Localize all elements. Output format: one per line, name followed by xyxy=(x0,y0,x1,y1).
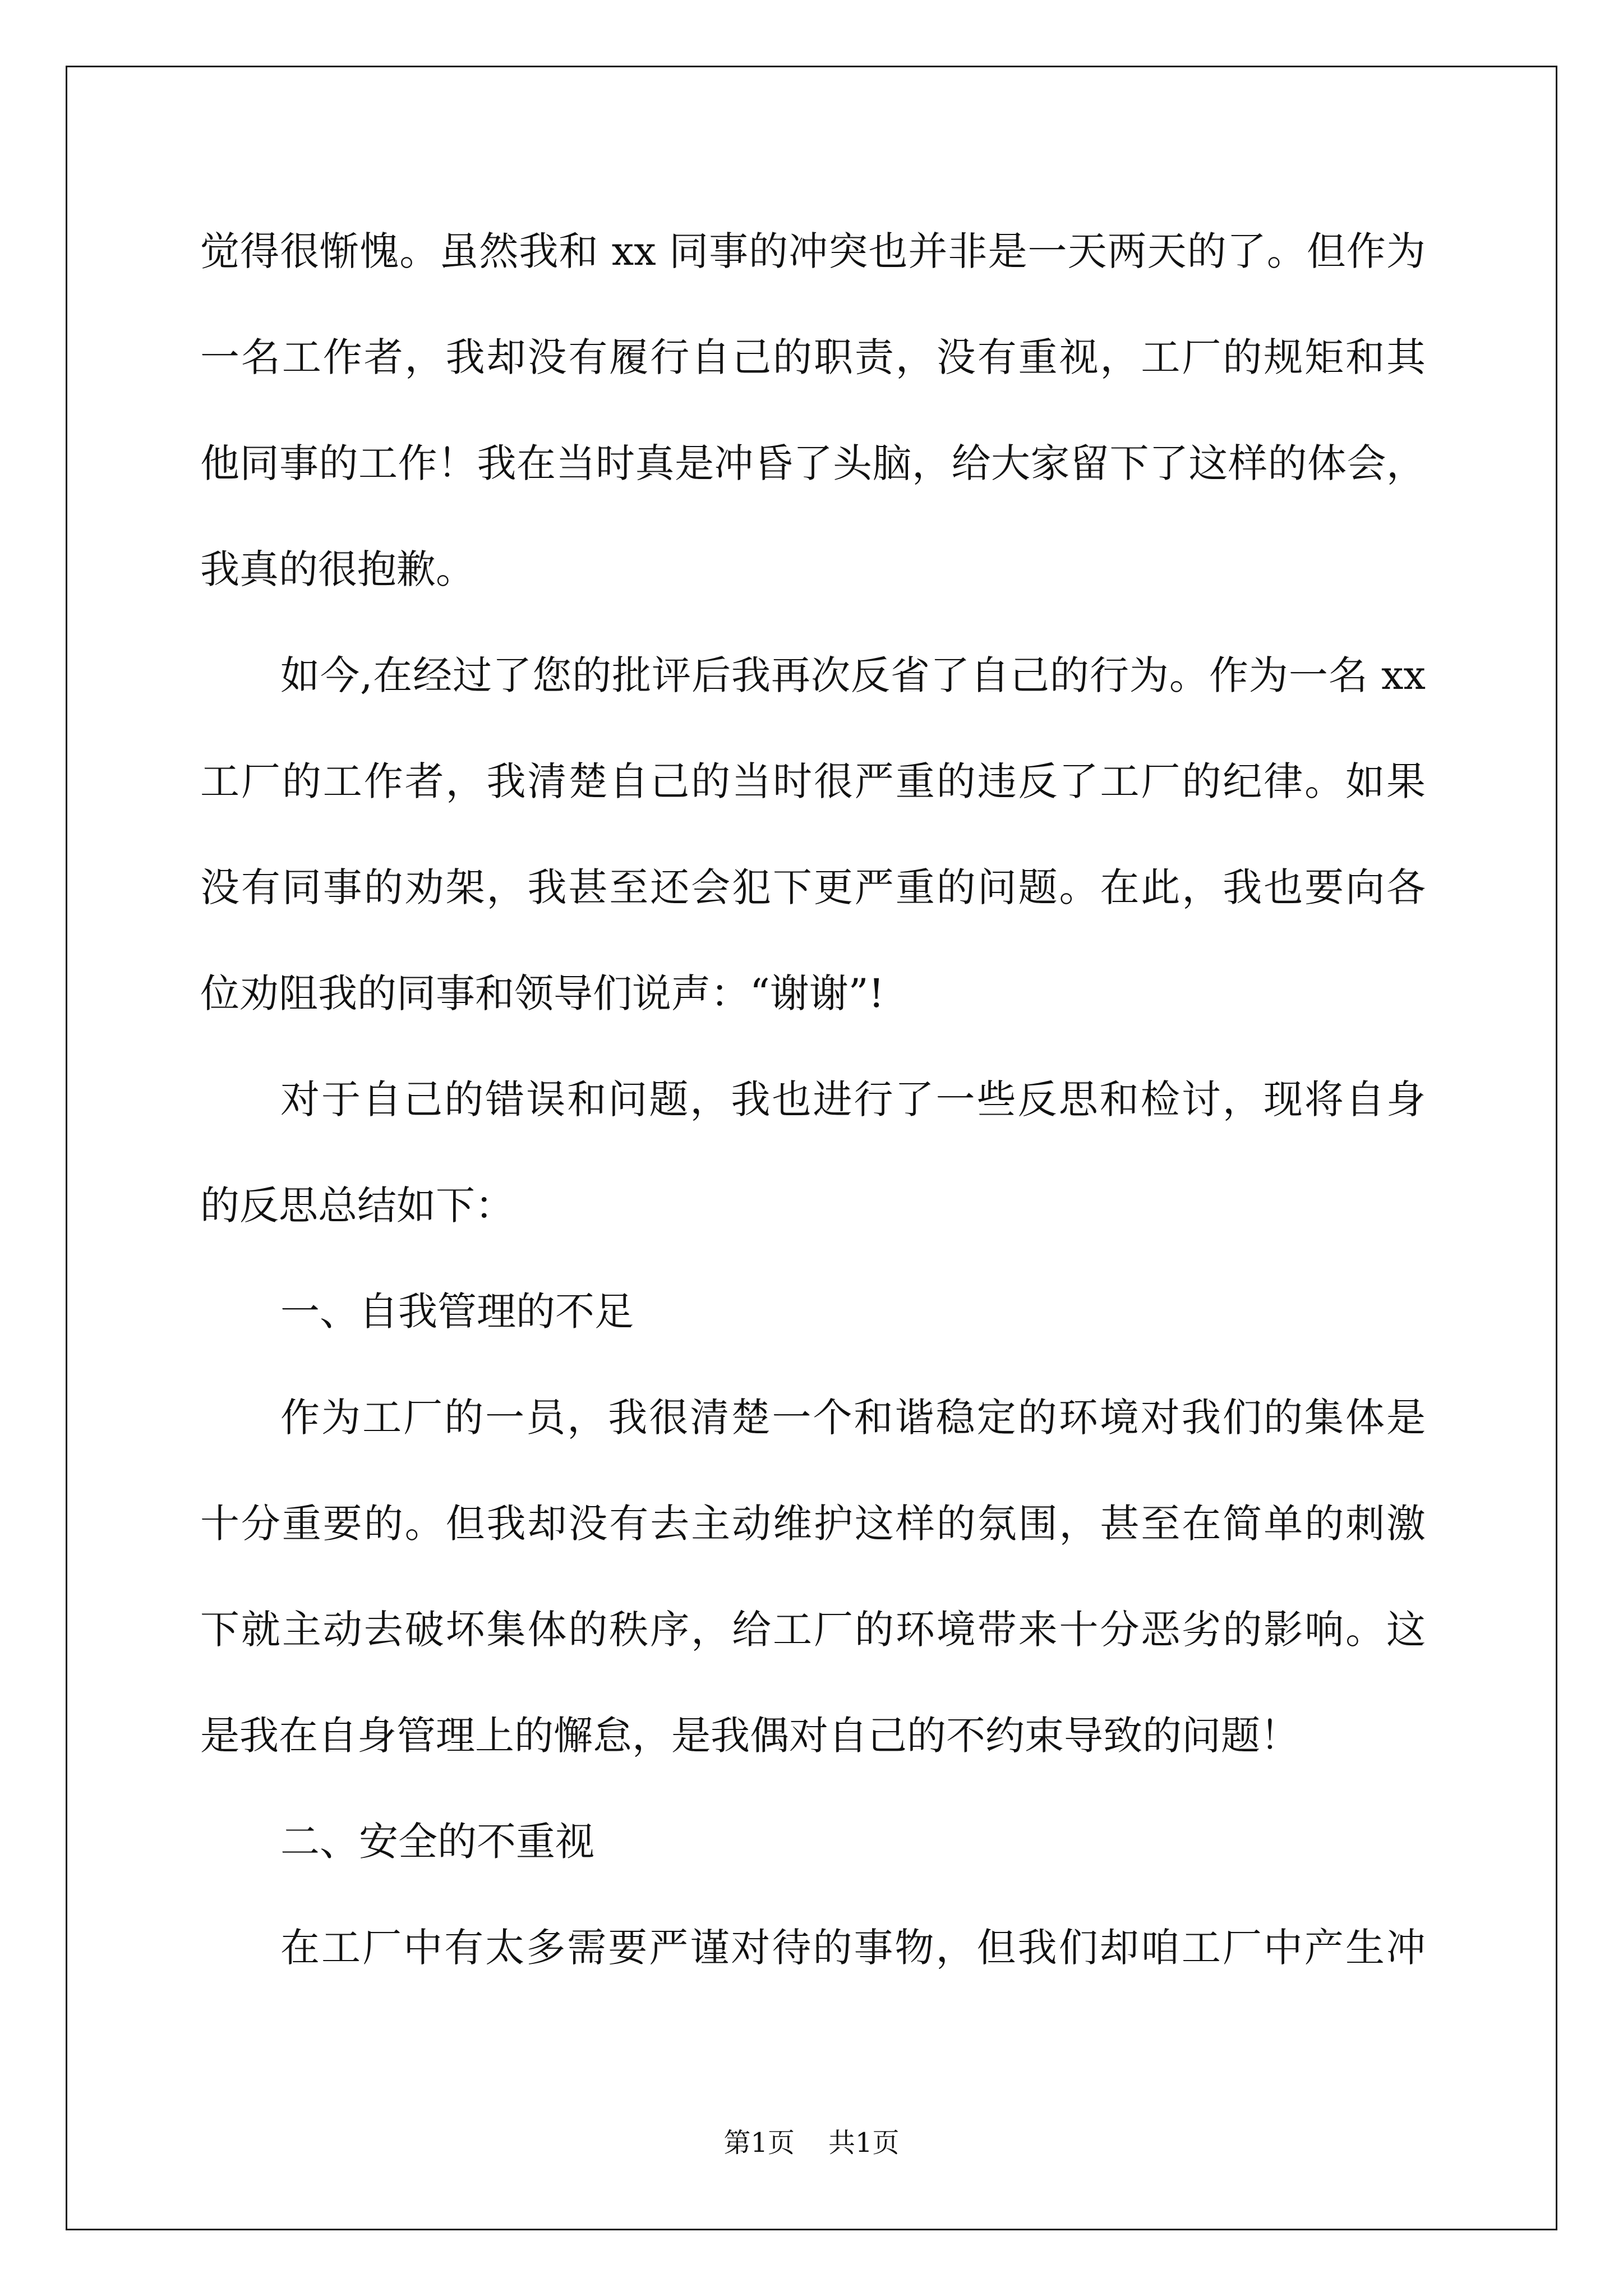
section-heading xyxy=(200,1259,1426,1365)
text-line: 他同事的工作！我在当时真是冲昏了头脑，给大家留下了这样的体会， xyxy=(200,440,1426,486)
text-line: 对于自己的错误和问题，我也进行了一些反思和检讨，现将自身 xyxy=(280,1076,1426,1122)
text-line: 觉得很惭愧。虽然我和 xx 同事的冲突也并非是一天两天的了。但作为 xyxy=(200,228,1426,274)
page-total: 共1页 xyxy=(828,2127,900,2159)
text-line: 在工厂中有太多需要严谨对待的事物，但我们却咱工厂中产生冲 xyxy=(280,1925,1426,1971)
document-body xyxy=(200,199,1426,2001)
text-line: 如今,在经过了您的批评后我再次反省了自己的行为。作为一名 xx xyxy=(280,652,1426,698)
text-line: 没有同事的劝架，我甚至还会犯下更严重的问题。在此，我也要向各 xyxy=(200,864,1426,910)
text-line: 是我在自身管理上的懈怠，是我偶对自己的不约束导致的问题！ xyxy=(200,1713,1299,1759)
text-line: 位劝阻我的同事和领导们说声：“谢谢”! xyxy=(200,970,884,1016)
paragraph xyxy=(200,1365,1426,1789)
section-heading-text: 一、自我管理的不足 xyxy=(280,1289,634,1335)
text-line: 我真的很抱歉。 xyxy=(200,546,475,592)
paragraph xyxy=(200,623,1426,1047)
paragraph-continued xyxy=(200,199,1426,623)
text-line: 下就主动去破坏集体的秩序，给工厂的环境带来十分恶劣的影响。这 xyxy=(200,1607,1426,1653)
text-line: 十分重要的。但我却没有去主动维护这样的氛围，甚至在简单的刺激 xyxy=(200,1501,1426,1547)
page-number: 第1页 xyxy=(723,2127,795,2159)
section-heading-text: 二、安全的不重视 xyxy=(280,1819,594,1865)
paragraph-continues xyxy=(200,1895,1426,2001)
text-line: 工厂的工作者，我清楚自己的当时很严重的违反了工厂的纪律。如果 xyxy=(200,758,1426,804)
text-line: 作为工厂的一员，我很清楚一个和谐稳定的环境对我们的集体是 xyxy=(280,1395,1426,1441)
text-line: 一名工作者，我却没有履行自己的职责，没有重视，工厂的规矩和其 xyxy=(200,334,1426,380)
paragraph xyxy=(200,1047,1426,1259)
page-footer xyxy=(66,2126,1557,2160)
text-line: 的反思总结如下： xyxy=(200,1182,514,1228)
section-heading xyxy=(200,1789,1426,1895)
